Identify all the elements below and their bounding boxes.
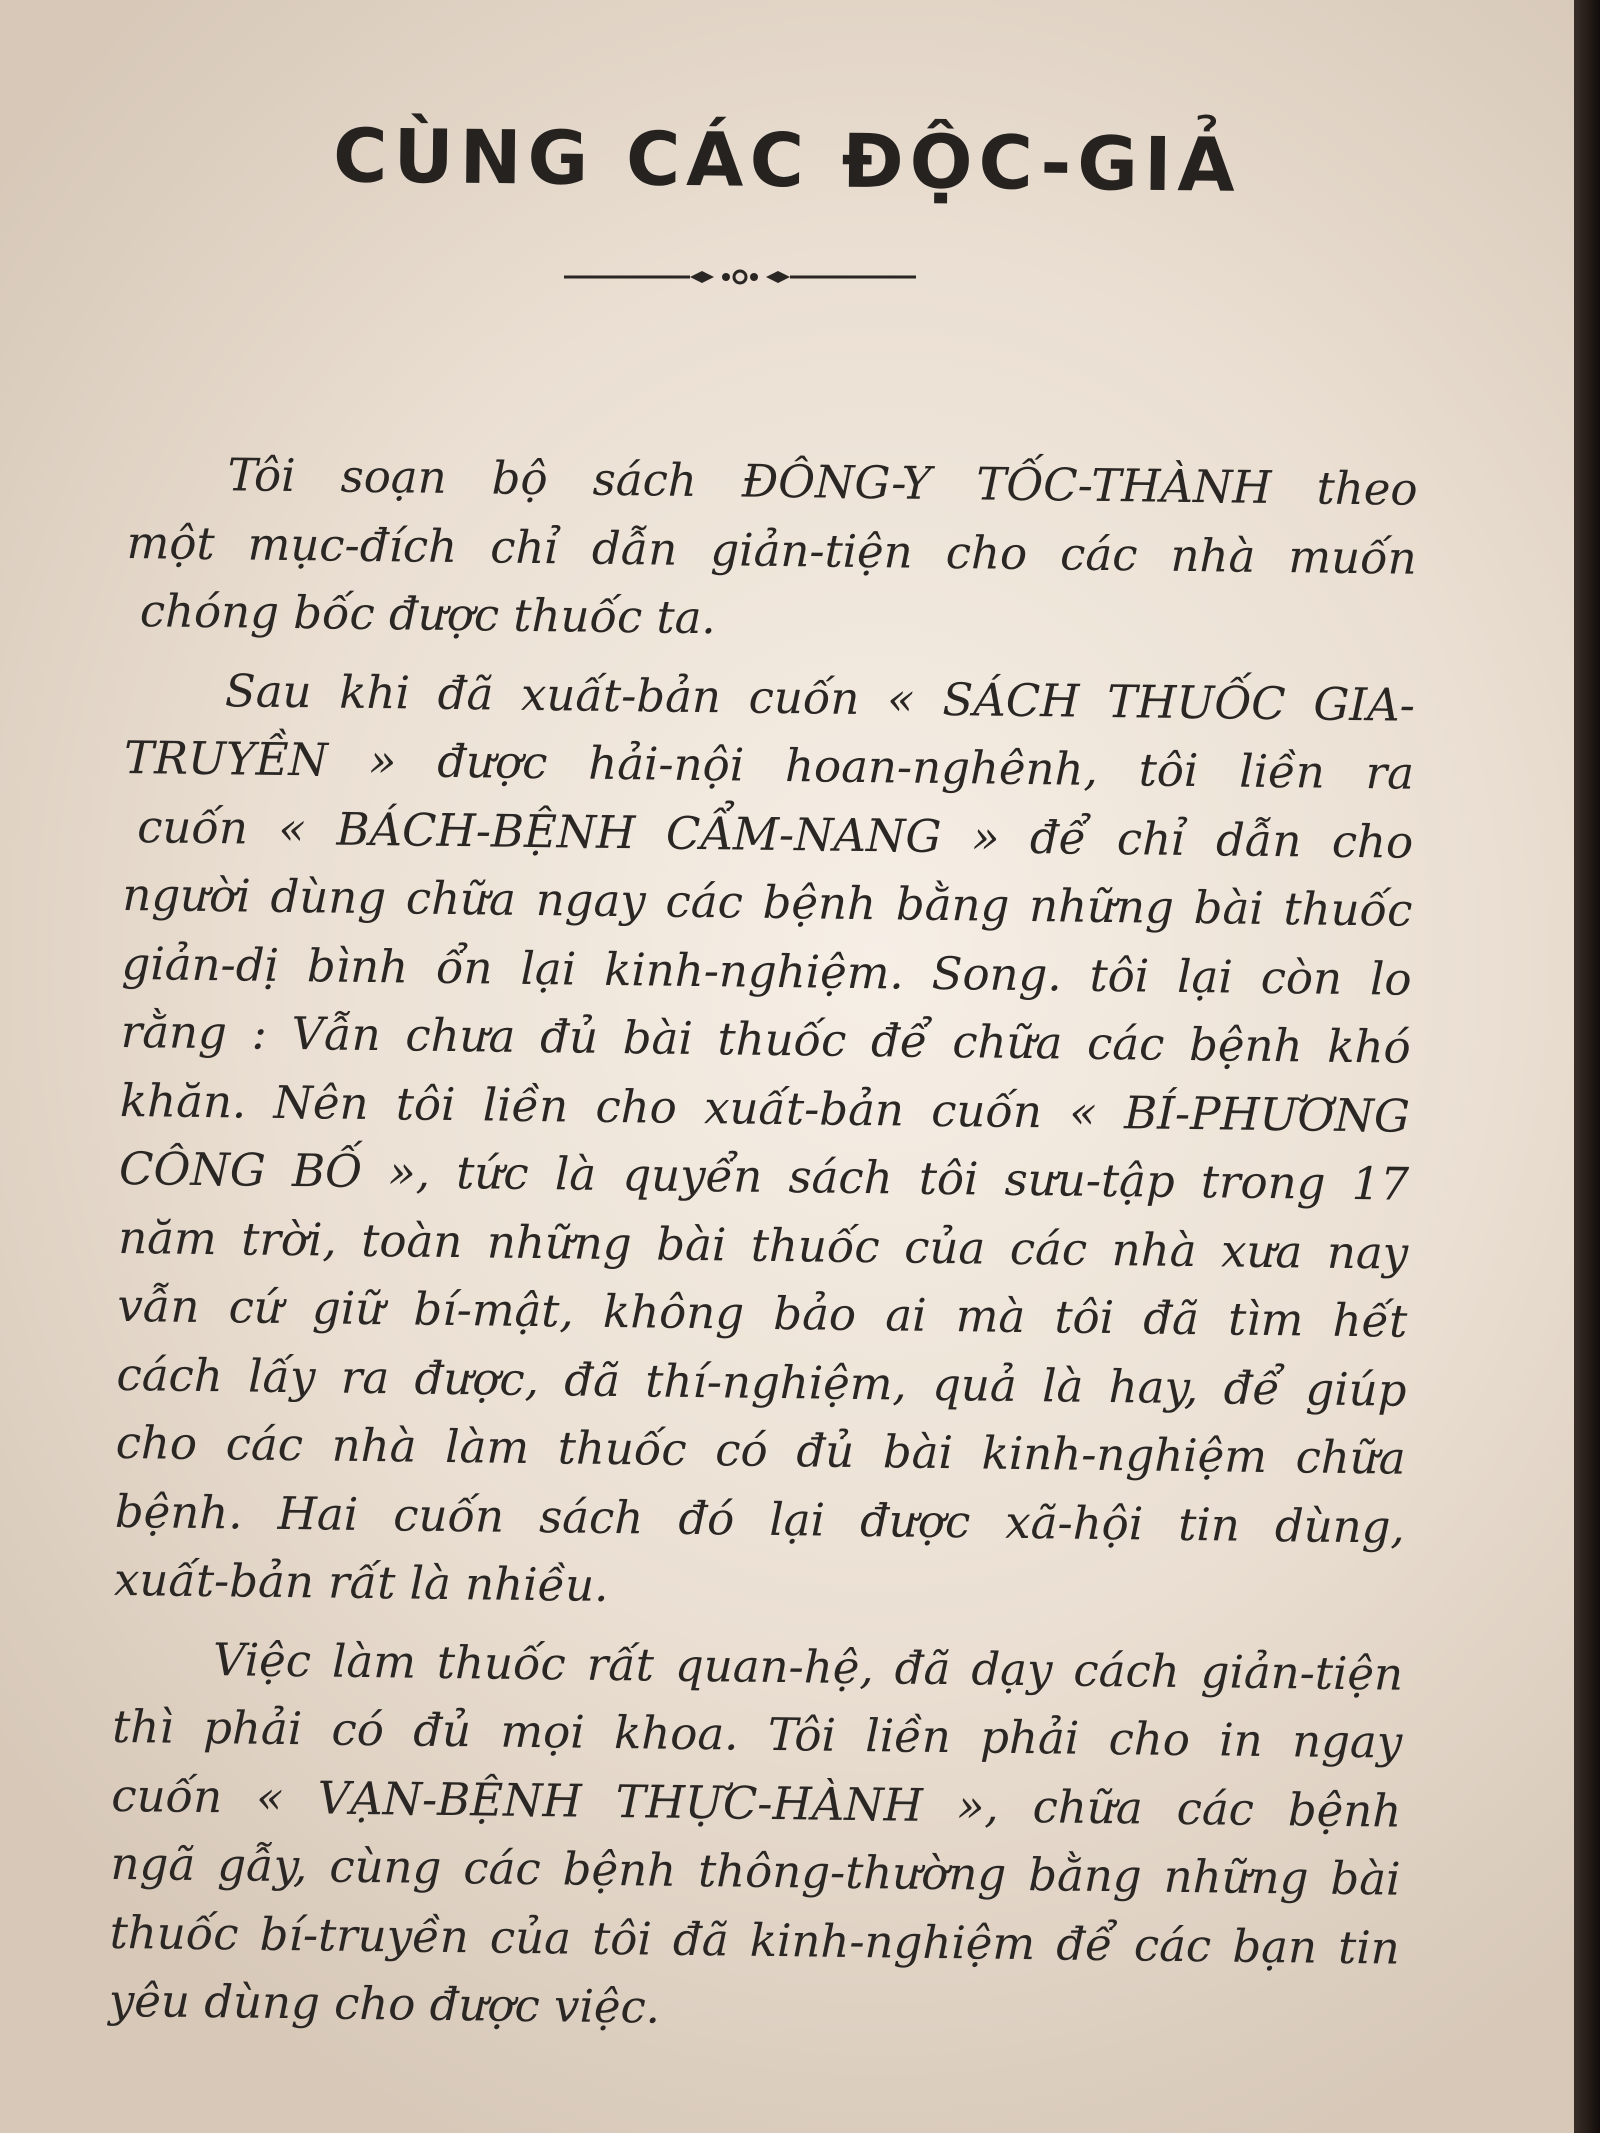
ornament-divider (560, 262, 920, 292)
text-line: cách lấy ra được, đã thí-nghiệm, quả là hay, để giúp (116, 1347, 1407, 1417)
text-line: rằng : Vẫn chưa đủ bài thuốc để chữa các bệnh khó (120, 1004, 1412, 1074)
text-line: cuốn « BÁCH-BỆNH CẨM-NANG » để chỉ dẫn cho (136, 799, 1414, 869)
text-line: khăn. Nên tôi liền cho xuất-bản cuốn « BÍ-PHƯƠNG (119, 1073, 1411, 1143)
page-edge-shadow (1574, 0, 1600, 2133)
text-line: bệnh. Hai cuốn sách đó lại được xã-hội tin dùng, (114, 1484, 1406, 1554)
text-line: thuốc bí-truyền của tôi đã kinh-nghiệm để các bạn tin (109, 1905, 1400, 1975)
text-line: xuất-bản rất là nhiều. (113, 1552, 609, 1612)
page-title: CÙNG CÁC ĐỘC-GIẢ (332, 113, 1242, 209)
text-line: CÔNG BỐ », tức là quyển sách tôi sưu-tập trong 17 (118, 1141, 1410, 1211)
text-line: một mục-đích chỉ dẫn giản-tiện cho các nhà muốn (126, 515, 1417, 585)
text-line: giản-dị bình ổn lại kinh-nghiệm. Song. tôi lại còn lo (121, 936, 1412, 1006)
text-line: ngã gẫy, cùng các bệnh thông-thường bằng những bài (110, 1836, 1401, 1906)
text-line: chóng bốc được thuốc ta. (139, 584, 717, 645)
text-line: Sau khi đã xuất-bản cuốn « SÁCH THUỐC GIA- (224, 663, 1416, 732)
paragraph-3 (109, 1624, 1404, 2051)
text-line: vẫn cứ giữ bí-mật, không bảo ai mà tôi đã tìm hết (117, 1278, 1408, 1348)
text-line: cho các nhà làm thuốc có đủ bài kinh-nghiệm chữa (115, 1415, 1406, 1485)
paragraph-2 (114, 655, 1416, 1630)
text-line: Việc làm thuốc rất quan-hệ, đã dạy cách giản-tiện (212, 1632, 1404, 1701)
text-line: Tôi soạn bộ sách ĐÔNG-Y TỐC-THÀNH theo (227, 448, 1418, 516)
text-line: TRUYỀN » được hải-nội hoan-nghênh, tôi liền ra (123, 730, 1415, 800)
text-line: cuốn « VẠN-BỆNH THỰC-HÀNH », chữa các bệnh (111, 1768, 1402, 1838)
body-text (108, 440, 1418, 2061)
text-line: thì phải có đủ mọi khoa. Tôi liền phải cho in ngay (111, 1699, 1403, 1769)
text-line: năm trời, toàn những bài thuốc của các nhà xưa nay (117, 1210, 1409, 1280)
text-line: người dùng chữa ngay các bệnh bằng những bài thuốc (122, 867, 1413, 937)
paragraph-1 (125, 440, 1417, 661)
text-line: yêu dùng cho được việc. (108, 1973, 661, 2034)
